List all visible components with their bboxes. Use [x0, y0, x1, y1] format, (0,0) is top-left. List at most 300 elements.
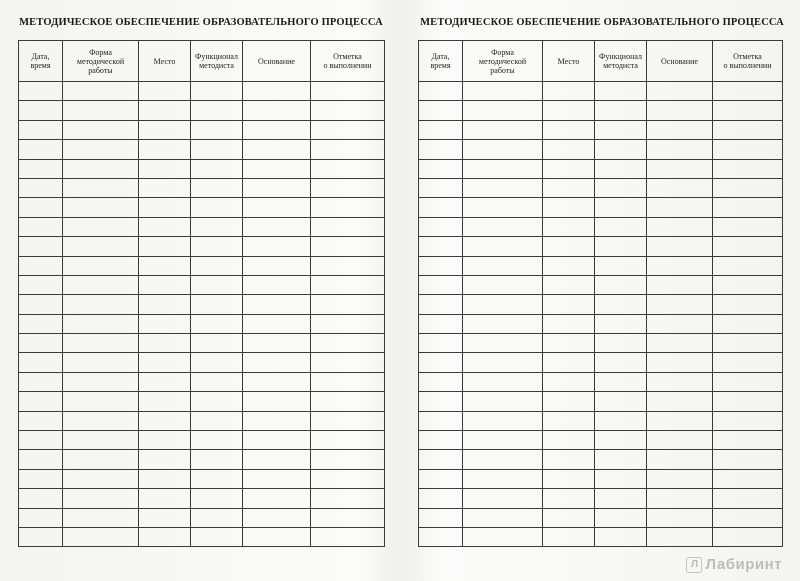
left-table-row: [19, 450, 385, 469]
left-empty-cell: [63, 431, 139, 450]
right-empty-cell: [595, 392, 647, 411]
left-empty-cell: [139, 353, 191, 372]
left-col-header-date: Дата, время: [19, 41, 63, 82]
right-empty-cell: [647, 508, 713, 527]
left-empty-cell: [191, 489, 243, 508]
left-empty-cell: [191, 256, 243, 275]
right-empty-cell: [647, 334, 713, 353]
left-empty-cell: [63, 159, 139, 178]
right-table-row: [419, 198, 783, 217]
left-empty-cell: [63, 275, 139, 294]
right-empty-cell: [595, 508, 647, 527]
left-table-row: [19, 295, 385, 314]
right-table-row: [419, 256, 783, 275]
left-empty-cell: [19, 82, 63, 101]
left-empty-cell: [19, 372, 63, 391]
right-empty-cell: [713, 159, 783, 178]
left-page-title: МЕТОДИЧЕСКОЕ ОБЕСПЕЧЕНИЕ ОБРАЗОВАТЕЛЬНОГО ПРОЦЕССА: [19, 17, 383, 28]
left-empty-cell: [63, 392, 139, 411]
left-empty-cell: [311, 527, 385, 546]
right-empty-cell: [419, 178, 463, 197]
left-table-row: [19, 120, 385, 139]
left-empty-cell: [243, 431, 311, 450]
left-empty-cell: [63, 217, 139, 236]
left-empty-cell: [139, 372, 191, 391]
left-col-header-completion: Отметка о выполнении: [311, 41, 385, 82]
left-empty-cell: [311, 334, 385, 353]
right-empty-cell: [419, 314, 463, 333]
right-table-row: [419, 508, 783, 527]
left-table-row: [19, 82, 385, 101]
right-table-row: [419, 431, 783, 450]
right-col-header-completion: Отметка о выполнении: [713, 41, 783, 82]
left-empty-cell: [311, 256, 385, 275]
right-table-row: [419, 178, 783, 197]
left-empty-cell: [191, 140, 243, 159]
right-table-row: [419, 372, 783, 391]
left-empty-cell: [191, 295, 243, 314]
right-empty-cell: [595, 275, 647, 294]
right-empty-cell: [713, 82, 783, 101]
right-empty-cell: [595, 178, 647, 197]
left-empty-cell: [191, 120, 243, 139]
left-empty-cell: [191, 217, 243, 236]
right-empty-cell: [647, 140, 713, 159]
left-empty-cell: [311, 508, 385, 527]
left-empty-cell: [63, 508, 139, 527]
right-table-row: [419, 295, 783, 314]
left-empty-cell: [63, 334, 139, 353]
left-empty-cell: [191, 450, 243, 469]
right-empty-cell: [647, 431, 713, 450]
watermark-text: Лабиринт: [705, 556, 782, 573]
right-empty-cell: [543, 120, 595, 139]
right-empty-cell: [463, 256, 543, 275]
left-table-row: [19, 353, 385, 372]
right-empty-cell: [647, 217, 713, 236]
left-empty-cell: [19, 489, 63, 508]
left-table-row: [19, 508, 385, 527]
left-empty-cell: [243, 275, 311, 294]
left-table-row: [19, 431, 385, 450]
left-empty-cell: [139, 411, 191, 430]
left-table-row: [19, 334, 385, 353]
right-empty-cell: [713, 198, 783, 217]
right-empty-cell: [595, 353, 647, 372]
left-empty-cell: [243, 314, 311, 333]
right-empty-cell: [713, 527, 783, 546]
left-empty-cell: [139, 314, 191, 333]
right-empty-cell: [463, 275, 543, 294]
right-empty-cell: [713, 431, 783, 450]
right-empty-cell: [595, 411, 647, 430]
left-empty-cell: [311, 159, 385, 178]
right-empty-cell: [463, 237, 543, 256]
right-empty-cell: [463, 372, 543, 391]
right-empty-cell: [543, 372, 595, 391]
right-empty-cell: [595, 314, 647, 333]
right-page-title: МЕТОДИЧЕСКОЕ ОБЕСПЕЧЕНИЕ ОБРАЗОВАТЕЛЬНОГО ПРОЦЕССА: [420, 17, 784, 28]
left-table-row: [19, 198, 385, 217]
right-table-row: [419, 82, 783, 101]
left-empty-cell: [63, 140, 139, 159]
right-empty-cell: [543, 198, 595, 217]
right-empty-cell: [419, 198, 463, 217]
right-empty-cell: [463, 314, 543, 333]
right-empty-cell: [595, 198, 647, 217]
right-empty-cell: [713, 411, 783, 430]
right-empty-cell: [419, 101, 463, 120]
right-empty-cell: [543, 140, 595, 159]
left-empty-cell: [311, 178, 385, 197]
right-empty-cell: [463, 198, 543, 217]
left-empty-cell: [19, 450, 63, 469]
left-empty-cell: [243, 159, 311, 178]
left-empty-cell: [19, 353, 63, 372]
left-empty-cell: [311, 120, 385, 139]
right-empty-cell: [647, 198, 713, 217]
right-table-row: [419, 489, 783, 508]
left-empty-cell: [191, 411, 243, 430]
left-table-row: [19, 469, 385, 488]
right-empty-cell: [647, 527, 713, 546]
right-empty-cell: [713, 237, 783, 256]
left-empty-cell: [139, 256, 191, 275]
right-journal-table: [418, 40, 783, 547]
left-empty-cell: [243, 82, 311, 101]
left-empty-cell: [191, 314, 243, 333]
right-empty-cell: [595, 295, 647, 314]
right-empty-cell: [419, 275, 463, 294]
right-table-row: [419, 101, 783, 120]
left-empty-cell: [139, 450, 191, 469]
left-empty-cell: [311, 469, 385, 488]
left-empty-cell: [243, 334, 311, 353]
left-empty-cell: [191, 237, 243, 256]
right-table-row: [419, 392, 783, 411]
right-empty-cell: [463, 450, 543, 469]
right-empty-cell: [543, 527, 595, 546]
left-empty-cell: [63, 256, 139, 275]
left-empty-cell: [63, 450, 139, 469]
left-empty-cell: [139, 178, 191, 197]
right-empty-cell: [419, 450, 463, 469]
right-empty-cell: [419, 508, 463, 527]
right-empty-cell: [419, 256, 463, 275]
right-empty-cell: [543, 431, 595, 450]
right-empty-cell: [595, 82, 647, 101]
left-table-row: [19, 372, 385, 391]
left-empty-cell: [243, 178, 311, 197]
right-col-header-place: Место: [543, 41, 595, 82]
left-empty-cell: [243, 140, 311, 159]
right-empty-cell: [419, 527, 463, 546]
left-empty-cell: [19, 256, 63, 275]
left-empty-cell: [311, 198, 385, 217]
right-empty-cell: [595, 527, 647, 546]
right-empty-cell: [647, 120, 713, 139]
left-table-row: [19, 411, 385, 430]
left-empty-cell: [311, 82, 385, 101]
right-empty-cell: [647, 314, 713, 333]
right-table-row: [419, 120, 783, 139]
right-table-row: [419, 450, 783, 469]
left-empty-cell: [311, 314, 385, 333]
left-empty-cell: [311, 411, 385, 430]
right-empty-cell: [543, 314, 595, 333]
right-empty-cell: [647, 82, 713, 101]
left-empty-cell: [63, 198, 139, 217]
left-empty-cell: [243, 411, 311, 430]
right-empty-cell: [647, 159, 713, 178]
left-empty-cell: [19, 237, 63, 256]
right-col-header-date: Дата, время: [419, 41, 463, 82]
right-empty-cell: [463, 508, 543, 527]
left-empty-cell: [63, 314, 139, 333]
right-empty-cell: [595, 237, 647, 256]
right-empty-cell: [419, 411, 463, 430]
left-empty-cell: [243, 450, 311, 469]
left-empty-cell: [139, 334, 191, 353]
right-empty-cell: [419, 140, 463, 159]
left-empty-cell: [63, 411, 139, 430]
right-empty-cell: [543, 411, 595, 430]
right-empty-cell: [713, 217, 783, 236]
right-table-body: [419, 82, 783, 547]
right-empty-cell: [713, 392, 783, 411]
left-empty-cell: [139, 527, 191, 546]
left-col-header-function: Функционал методиста: [191, 41, 243, 82]
right-empty-cell: [713, 256, 783, 275]
right-empty-cell: [595, 489, 647, 508]
right-empty-cell: [595, 217, 647, 236]
left-empty-cell: [19, 508, 63, 527]
right-table-row: [419, 140, 783, 159]
left-table-row: [19, 527, 385, 546]
right-empty-cell: [543, 237, 595, 256]
right-col-header-function: Функционал методиста: [595, 41, 647, 82]
left-empty-cell: [311, 101, 385, 120]
right-empty-cell: [713, 295, 783, 314]
left-empty-cell: [139, 295, 191, 314]
right-empty-cell: [463, 334, 543, 353]
right-empty-cell: [463, 353, 543, 372]
right-empty-cell: [419, 353, 463, 372]
right-empty-cell: [463, 140, 543, 159]
right-col-header-basis: Основание: [647, 41, 713, 82]
right-table-row: [419, 411, 783, 430]
right-empty-cell: [419, 334, 463, 353]
left-empty-cell: [191, 431, 243, 450]
right-empty-cell: [463, 527, 543, 546]
left-col-header-basis: Основание: [243, 41, 311, 82]
left-empty-cell: [311, 450, 385, 469]
right-empty-cell: [713, 334, 783, 353]
left-empty-cell: [191, 178, 243, 197]
left-table-row: [19, 101, 385, 120]
right-empty-cell: [419, 489, 463, 508]
left-empty-cell: [191, 469, 243, 488]
left-empty-cell: [19, 469, 63, 488]
left-empty-cell: [139, 159, 191, 178]
left-empty-cell: [243, 198, 311, 217]
left-empty-cell: [63, 82, 139, 101]
right-empty-cell: [543, 508, 595, 527]
right-empty-cell: [647, 178, 713, 197]
left-empty-cell: [243, 353, 311, 372]
right-empty-cell: [647, 237, 713, 256]
left-table-body: [19, 82, 385, 547]
right-empty-cell: [647, 256, 713, 275]
right-empty-cell: [595, 159, 647, 178]
right-table-row: [419, 353, 783, 372]
right-empty-cell: [713, 101, 783, 120]
right-empty-cell: [595, 334, 647, 353]
right-empty-cell: [419, 120, 463, 139]
left-empty-cell: [191, 159, 243, 178]
left-empty-cell: [63, 178, 139, 197]
left-empty-cell: [19, 159, 63, 178]
right-empty-cell: [463, 469, 543, 488]
right-empty-cell: [595, 256, 647, 275]
left-empty-cell: [63, 120, 139, 139]
left-empty-cell: [191, 353, 243, 372]
right-empty-cell: [419, 469, 463, 488]
left-empty-cell: [63, 469, 139, 488]
left-empty-cell: [243, 101, 311, 120]
right-empty-cell: [713, 120, 783, 139]
left-empty-cell: [311, 140, 385, 159]
right-empty-cell: [463, 489, 543, 508]
left-empty-cell: [311, 217, 385, 236]
right-empty-cell: [543, 489, 595, 508]
right-empty-cell: [713, 489, 783, 508]
left-table-header-row: [19, 41, 385, 82]
left-table-row: [19, 392, 385, 411]
right-empty-cell: [463, 217, 543, 236]
left-empty-cell: [243, 372, 311, 391]
right-empty-cell: [595, 431, 647, 450]
right-empty-cell: [543, 217, 595, 236]
right-empty-cell: [543, 334, 595, 353]
right-empty-cell: [713, 140, 783, 159]
left-table-row: [19, 140, 385, 159]
right-empty-cell: [713, 178, 783, 197]
right-table-row: [419, 275, 783, 294]
right-empty-cell: [595, 140, 647, 159]
right-table-row: [419, 334, 783, 353]
left-empty-cell: [311, 353, 385, 372]
left-empty-cell: [19, 314, 63, 333]
left-table-row: [19, 275, 385, 294]
right-empty-cell: [647, 392, 713, 411]
left-empty-cell: [191, 334, 243, 353]
right-empty-cell: [595, 120, 647, 139]
left-table-row: [19, 159, 385, 178]
right-empty-cell: [543, 101, 595, 120]
right-empty-cell: [463, 431, 543, 450]
left-empty-cell: [139, 508, 191, 527]
left-empty-cell: [243, 256, 311, 275]
right-empty-cell: [543, 256, 595, 275]
right-empty-cell: [463, 295, 543, 314]
right-empty-cell: [713, 353, 783, 372]
right-empty-cell: [463, 101, 543, 120]
left-empty-cell: [243, 527, 311, 546]
right-empty-cell: [543, 295, 595, 314]
right-empty-cell: [419, 82, 463, 101]
left-table-row: [19, 314, 385, 333]
left-empty-cell: [19, 178, 63, 197]
left-table-row: [19, 178, 385, 197]
right-empty-cell: [463, 159, 543, 178]
right-empty-cell: [419, 237, 463, 256]
left-empty-cell: [243, 217, 311, 236]
left-empty-cell: [243, 295, 311, 314]
right-empty-cell: [647, 353, 713, 372]
left-empty-cell: [63, 101, 139, 120]
right-empty-cell: [595, 450, 647, 469]
right-empty-cell: [463, 120, 543, 139]
right-empty-cell: [543, 178, 595, 197]
right-empty-cell: [543, 159, 595, 178]
left-empty-cell: [139, 469, 191, 488]
right-empty-cell: [463, 82, 543, 101]
right-empty-cell: [713, 314, 783, 333]
right-empty-cell: [419, 217, 463, 236]
left-empty-cell: [19, 334, 63, 353]
left-empty-cell: [139, 140, 191, 159]
right-empty-cell: [543, 353, 595, 372]
left-empty-cell: [19, 275, 63, 294]
right-empty-cell: [713, 372, 783, 391]
right-empty-cell: [419, 392, 463, 411]
left-empty-cell: [191, 527, 243, 546]
right-empty-cell: [463, 392, 543, 411]
right-empty-cell: [419, 372, 463, 391]
right-empty-cell: [713, 469, 783, 488]
left-empty-cell: [243, 392, 311, 411]
right-empty-cell: [419, 295, 463, 314]
left-col-header-place: Место: [139, 41, 191, 82]
right-empty-cell: [595, 469, 647, 488]
left-empty-cell: [311, 431, 385, 450]
labirint-logo-icon: Л: [686, 557, 702, 573]
left-empty-cell: [63, 237, 139, 256]
left-empty-cell: [63, 295, 139, 314]
left-empty-cell: [139, 120, 191, 139]
right-table-header-row: [419, 41, 783, 82]
right-table-row: [419, 237, 783, 256]
right-empty-cell: [647, 450, 713, 469]
left-empty-cell: [19, 198, 63, 217]
left-empty-cell: [19, 295, 63, 314]
left-empty-cell: [191, 101, 243, 120]
left-empty-cell: [191, 508, 243, 527]
left-empty-cell: [19, 101, 63, 120]
left-empty-cell: [139, 431, 191, 450]
left-empty-cell: [311, 372, 385, 391]
left-table-row: [19, 489, 385, 508]
right-empty-cell: [543, 392, 595, 411]
left-empty-cell: [191, 372, 243, 391]
left-empty-cell: [243, 237, 311, 256]
right-empty-cell: [647, 101, 713, 120]
right-empty-cell: [463, 411, 543, 430]
left-empty-cell: [139, 489, 191, 508]
left-empty-cell: [139, 392, 191, 411]
left-empty-cell: [243, 469, 311, 488]
